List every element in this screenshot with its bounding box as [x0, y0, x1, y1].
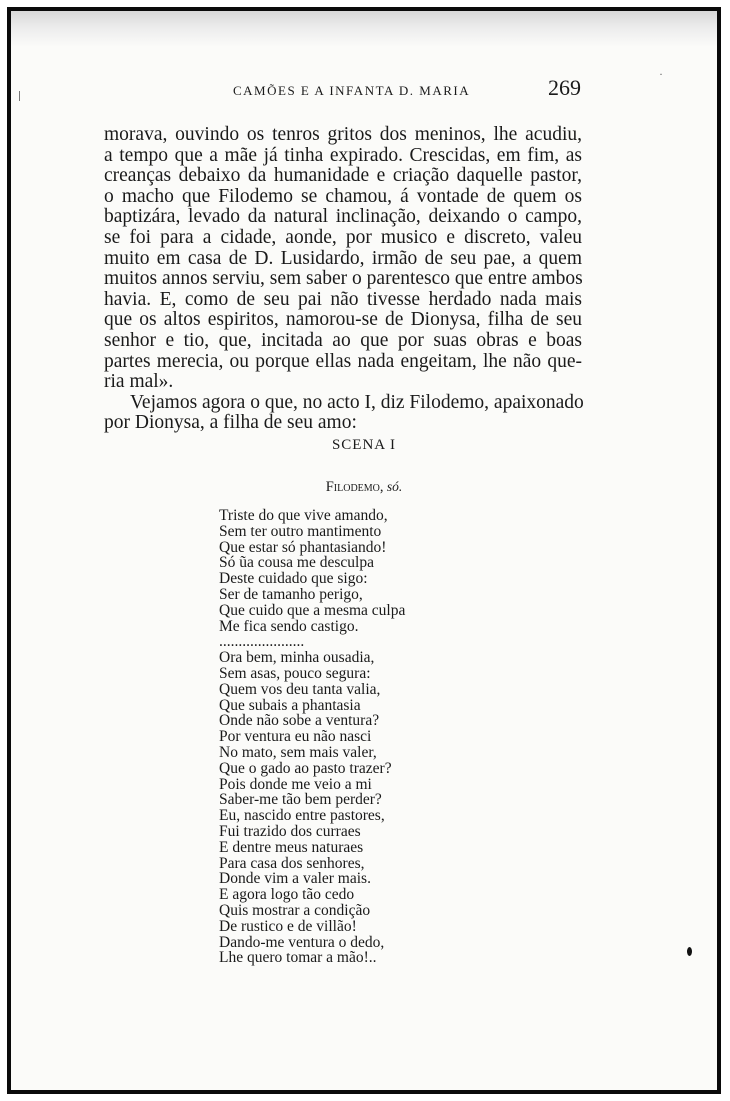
text-line: ria mal».	[104, 371, 174, 393]
verse-line: Donde vim a valer mais.	[219, 870, 371, 888]
verse-line: Que estar só phantasiando!	[219, 538, 387, 556]
ellipsis-line: ......................	[219, 633, 305, 651]
verse-line: De rustico e de villão!	[219, 917, 357, 935]
text-line: que os altos espiritos, namorou-se de Dionysa, filha de seu	[104, 309, 582, 331]
text-line: se foi para a cidade, aonde, por musico e discreto, valeu	[104, 226, 582, 248]
verse-line: Me fica sendo castigo.	[219, 617, 359, 635]
speaker-name: Filodemo,	[325, 479, 384, 495]
text-line: morava, ouvindo os tenros gritos dos meninos, lhe acudiu,	[104, 124, 582, 145]
verse-line: E agora logo tão cedo	[219, 886, 355, 904]
scan-mark	[19, 91, 20, 101]
verse-line: Lhe quero tomar a mão!..	[219, 949, 377, 967]
verse-line: Sem ter outro mantimento	[219, 522, 382, 540]
verse-line: E dentre meus naturaes	[219, 838, 364, 856]
verse-line: Triste do que vive amando,	[219, 507, 388, 524]
scan-speck: ·	[659, 67, 663, 81]
text-line: partes merecia, ou porque ellas nada engeitam, lhe não que-	[104, 350, 582, 372]
verse-block	[219, 508, 405, 966]
running-title: CAMÕES E A INFANTA D. MARIA	[233, 83, 471, 98]
text-line: muito em casa de D. Lusidardo, irmão de seu pae, a quem	[104, 247, 582, 269]
verse-line: Só ũa cousa me desculpa	[219, 554, 374, 572]
text-line: muitos annos serviu, sem saber o parentesco que entre ambos	[104, 268, 583, 290]
verse-line: Fui trazido dos curraes	[219, 822, 361, 840]
verse-line: Quem vos deu tanta valia,	[219, 680, 381, 698]
verse-line: Por ventura eu não nasci	[219, 728, 372, 746]
text-line: havia. E, como de seu pai não tivesse herdado nada mais	[104, 288, 582, 310]
verse-line: Para casa dos senhores,	[219, 854, 365, 872]
scene-heading: SCENA I	[331, 437, 397, 453]
verse-line: Pois donde me veio a mi	[219, 775, 372, 793]
verse-line: Quis mostrar a condição	[219, 901, 371, 919]
text-line: o macho que Filodemo se chamou, á vontade de quem os	[104, 185, 582, 207]
verse-line: Ser de tamanho perigo,	[219, 585, 363, 603]
verse-line: Que cuido que a mesma culpa	[219, 601, 406, 619]
paragraph-1	[104, 125, 582, 393]
stage-direction: só.	[386, 479, 403, 494]
verse-line: Dando-me ventura o dedo,	[219, 933, 385, 951]
text-line: Vejamos agora o que, no acto I, diz Filodemo, apaixonado	[130, 391, 584, 413]
text-line: baptizára, levado da natural inclinação, deixando o campo,	[104, 206, 582, 228]
text-line: a tempo que a mãe já tinha expirado. Crescidas, em fim, as	[104, 144, 582, 166]
speaker-line	[11, 479, 717, 496]
verse-line: No mato, sem mais valer,	[219, 743, 377, 761]
text-line: por Dionysa, a filha de seu amo:	[104, 412, 357, 434]
text-line: creanças debaixo da humanidade e criação daquelle pastor,	[104, 165, 582, 187]
verse-line: Onde não sobe a ventura?	[219, 712, 380, 730]
verse-line: Ora bem, minha ousadia,	[219, 649, 375, 667]
ink-blot	[687, 947, 692, 956]
verse-line: Deste cuidado que sigo:	[219, 570, 368, 588]
scan-shadow	[11, 11, 717, 47]
paragraph-2	[104, 393, 582, 434]
verse-line: Saber-me tão bem perder?	[219, 791, 382, 809]
page-number: 269	[548, 75, 581, 100]
verse-line: Que subais a phantasia	[219, 696, 361, 714]
prose-block	[104, 125, 582, 434]
book-page	[7, 7, 721, 1094]
verse-line: Eu, nascido entre pastores,	[219, 807, 385, 825]
verse-line: Que o gado ao pasto trazer?	[219, 759, 392, 777]
verse-line: Sem asas, pouco segura:	[219, 664, 371, 682]
text-line: senhor e tio, que, incitada ao que por suas obras e boas	[104, 329, 582, 351]
